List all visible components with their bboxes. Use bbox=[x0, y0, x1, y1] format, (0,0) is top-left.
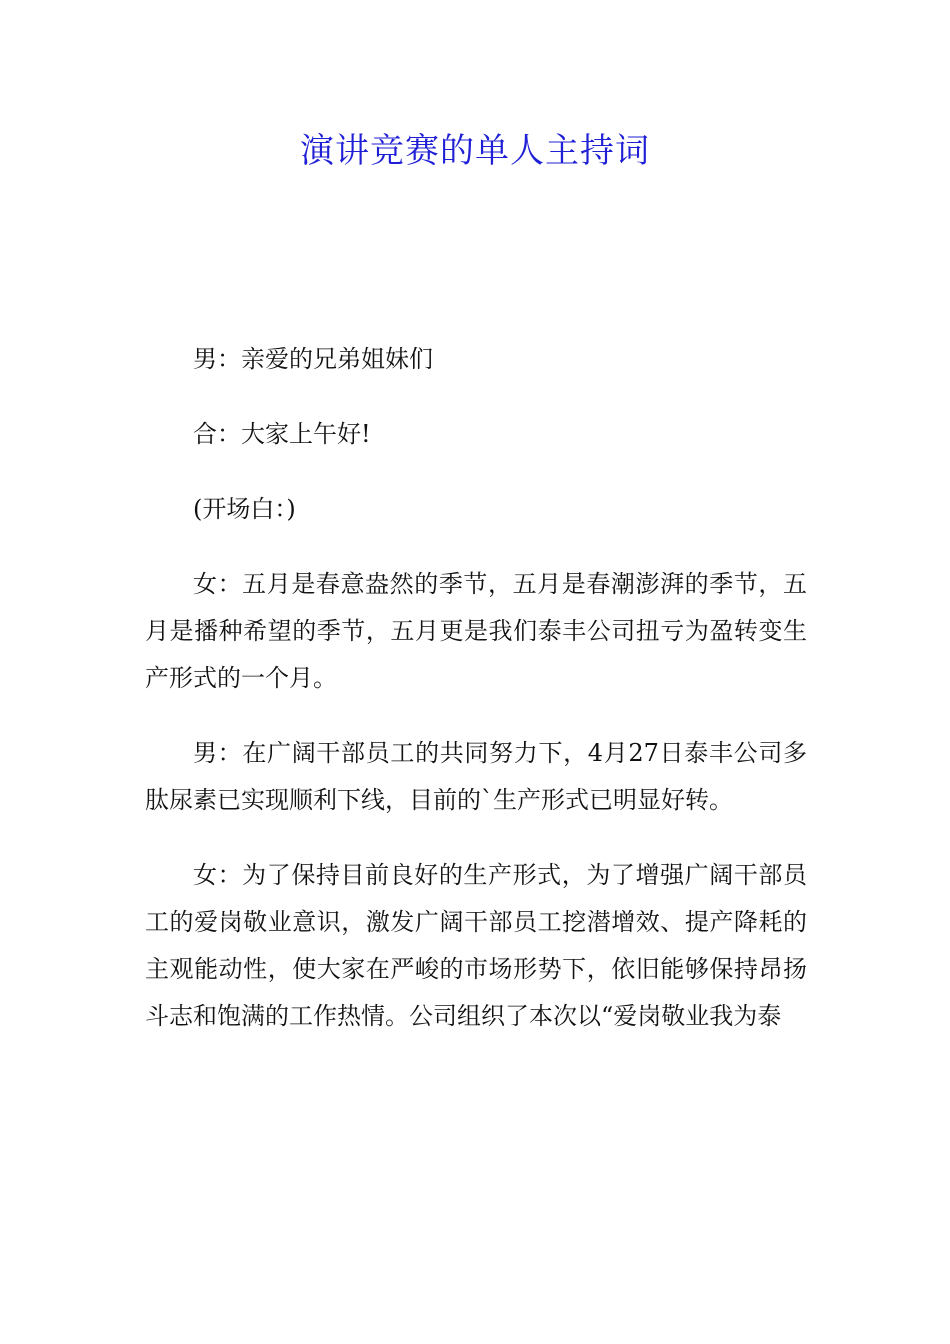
document-title: 演讲竞赛的单人主持词 bbox=[300, 131, 650, 171]
paragraph-5: 男：在广阔干部员工的共同努力下，4月27日泰丰公司多肽尿素已实现顺利下线，目前的`生产形式已明显好转。 bbox=[145, 739, 807, 814]
paragraph-4: 女：五月是春意盎然的季节，五月是春潮澎湃的季节，五月是播种希望的季节，五月更是我们泰丰公司扭亏为盈转变生产形式的一个月。 bbox=[145, 570, 807, 692]
paragraph-3: (开场白：) bbox=[193, 495, 296, 523]
paragraph-2: 合：大家上午好! bbox=[193, 420, 371, 448]
paragraph-6: 女：为了保持目前良好的生产形式，为了增强广阔干部员工的爱岗敬业意识，激发广阔干部员工挖潜增效、提产降耗的主观能动性，使大家在严峻的市场形势下，依旧能够保持昂扬斗志和饱满的工作热情。公司组织了本次以“爱岗敬业我为泰 bbox=[145, 861, 807, 1030]
document-body bbox=[145, 336, 807, 1068]
paragraph-1: 男：亲爱的兄弟姐妹们 bbox=[193, 345, 433, 373]
